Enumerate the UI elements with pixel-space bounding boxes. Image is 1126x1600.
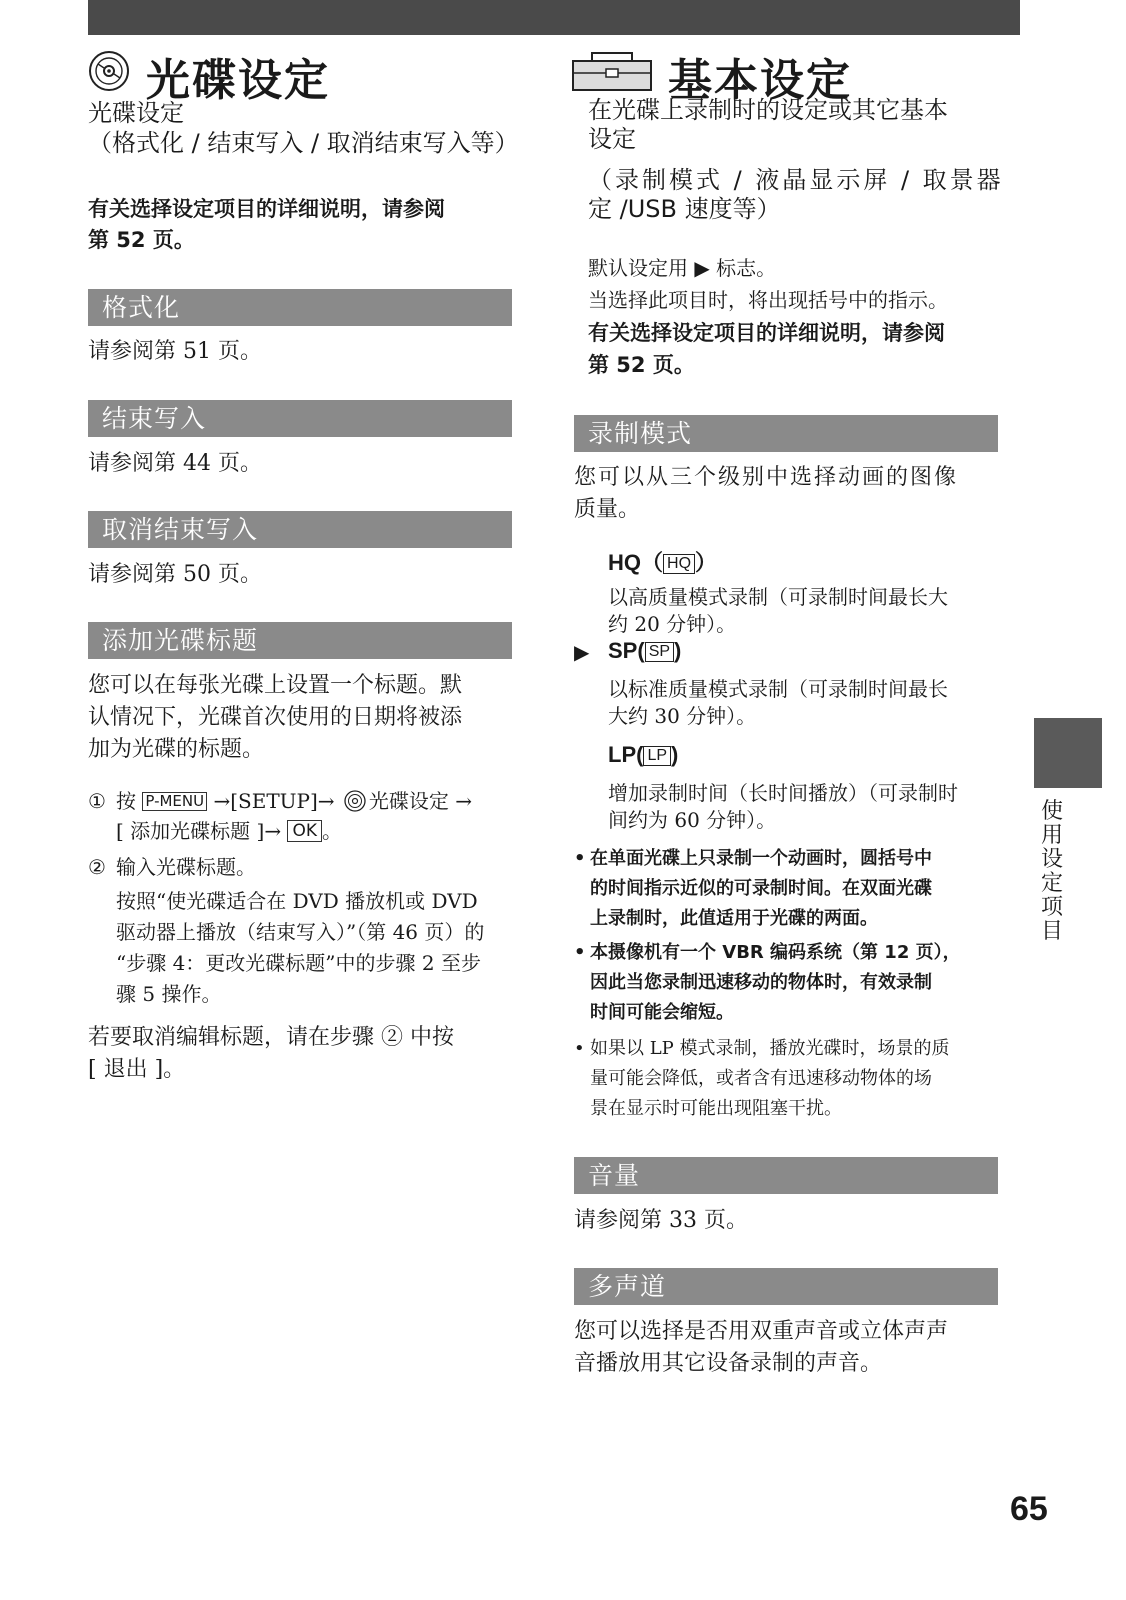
step-1 — [88, 786, 472, 820]
lp-indicator-icon: LP — [643, 746, 671, 766]
default-marker-note: 默认设定用 ▶ 标志。 — [588, 256, 777, 280]
mode-lp-label: LP — [608, 742, 637, 767]
side-tab-char: 项 — [1040, 895, 1063, 920]
disc-icon — [344, 790, 366, 820]
heading-unfinalize: 取消结束写入 — [88, 511, 512, 548]
basic-settings-subtitle-line1: 在光碟上录制时的设定或其它基本 — [588, 96, 948, 124]
step-2-number: ② — [88, 855, 106, 879]
mode-sp-label: SP — [608, 638, 638, 663]
basic-settings-subtitle-line4: 定 /USB 速度等） — [588, 195, 781, 223]
multi-sound-text-line1: 您可以选择是否用双重声音或立体声声 — [574, 1319, 949, 1344]
note-3 — [574, 1034, 950, 1124]
note-2 — [574, 938, 961, 1028]
step-2-detail-line1: 按照“使光碟适合在 DVD 播放机或 DVD — [116, 889, 478, 913]
disc-title-intro-line1: 您可以在每张光碟上设置一个标题。默 — [88, 673, 463, 698]
toolbox-icon — [572, 51, 652, 102]
step-2-detail-line3: “步骤 4：更改光碟标题”中的步骤 2 至步 — [116, 951, 481, 975]
mode-lp-desc-line2: 间约为 60 分钟）。 — [608, 808, 777, 832]
heading-disc-title: 添加光碟标题 — [88, 622, 512, 659]
step-2 — [88, 852, 256, 882]
note-2-line2: 因此当您录制迅速移动的物体时，有效录制 — [590, 972, 932, 993]
note-2-line1: 本摄像机有一个 VBR 编码系统（第 12 页）， — [590, 942, 961, 963]
step-1-continued — [116, 816, 342, 846]
side-tab-char: 设 — [1040, 847, 1063, 872]
step-2-detail-line4: 骤 5 操作。 — [116, 982, 222, 1006]
mode-sp-desc-line2: 大约 30 分钟）。 — [608, 704, 757, 728]
mode-lp-open: ( — [636, 742, 644, 767]
step-2-detail-line2: 驱动器上播放（结束写入）”（第 46 页）的 — [116, 920, 485, 944]
hq-indicator-icon: HQ — [663, 554, 695, 574]
mode-hq-desc-line2: 约 20 分钟）。 — [608, 612, 737, 636]
side-tab-label — [1040, 800, 1064, 944]
reference-note-line1: 有关选择设定项目的详细说明，请参阅 — [588, 321, 945, 345]
bullet: • — [574, 848, 586, 869]
note-3-line2: 量可能会降低，或者含有迅速移动物体的场 — [590, 1068, 932, 1089]
heading-rec-mode: 录制模式 — [574, 415, 998, 452]
finalize-text: 请参阅第 44 页。 — [88, 451, 262, 476]
note-1 — [574, 844, 932, 934]
default-marker-icon: ▶ — [574, 640, 590, 664]
step-1-end: 。 — [321, 819, 342, 843]
disc-settings-subtitle-items: （格式化 / 结束写入 / 取消结束写入等） — [88, 129, 519, 157]
unfinalize-text: 请参阅第 50 页。 — [88, 562, 262, 587]
heading-multi-sound: 多声道 — [574, 1268, 998, 1305]
mode-hq — [608, 546, 717, 577]
page-number: 65 — [1010, 1490, 1048, 1528]
setup-path: →[SETUP]→ — [213, 789, 335, 813]
rec-mode-intro-line2: 质量。 — [574, 497, 641, 522]
bullet: • — [574, 1038, 585, 1059]
note-2-line3: 时间可能会缩短。 — [590, 1002, 734, 1023]
step-1-press: 按 — [116, 789, 136, 813]
volume-text: 请参阅第 33 页。 — [574, 1208, 748, 1233]
top-bar — [88, 0, 1020, 35]
heading-format: 格式化 — [88, 289, 512, 326]
heading-volume: 音量 — [574, 1157, 998, 1194]
bullet: • — [574, 942, 586, 963]
rec-mode-intro-line1: 您可以从三个级别中选择动画的图像 — [574, 465, 959, 490]
mode-sp-close: ) — [674, 638, 682, 663]
cancel-note-line1: 若要取消编辑标题，请在步骤 ② 中按 — [88, 1025, 454, 1050]
side-tab-char: 用 — [1040, 823, 1063, 848]
indicator-note: 当选择此项目时，将出现括号中的指示。 — [588, 288, 948, 312]
note-3-line1: 如果以 LP 模式录制，播放光碟时，场景的质 — [590, 1038, 950, 1059]
mode-lp-desc-line1: 增加录制时间（长时间播放）（可录制时 — [608, 781, 958, 805]
format-text: 请参阅第 51 页。 — [88, 339, 262, 364]
note-3-line3: 景在显示时可能出现阻塞干扰。 — [590, 1098, 842, 1119]
note-1-line1: 在单面光碟上只录制一个动画时，圆括号中 — [590, 848, 932, 869]
step-1-number: ① — [88, 789, 106, 813]
mode-hq-desc-line1: 以高质量模式录制（可录制时间最长大 — [608, 585, 948, 609]
mode-sp — [608, 638, 681, 664]
sp-indicator-icon: SP — [645, 642, 674, 662]
side-tab-char: 定 — [1040, 871, 1063, 896]
mode-hq-open: （ — [641, 550, 664, 575]
disc-title-intro-line3: 加为光碟的标题。 — [88, 737, 265, 762]
side-tab — [1034, 718, 1102, 788]
heading-finalize: 结束写入 — [88, 400, 512, 437]
note-1-line3: 上录制时，此值适用于光碟的两面。 — [590, 908, 878, 929]
mode-hq-label: HQ — [608, 550, 641, 575]
mode-lp — [608, 742, 678, 768]
mode-hq-close: ） — [695, 550, 718, 575]
multi-sound-text-line2: 音播放用其它设备录制的声音。 — [574, 1351, 883, 1376]
add-disc-title-path: [ 添加光碟标题 ]→ — [116, 819, 282, 843]
side-tab-char: 目 — [1040, 919, 1063, 944]
basic-settings-subtitle-line2: 设定 — [588, 125, 636, 153]
mode-lp-close: ) — [671, 742, 679, 767]
mode-sp-desc-line1: 以标准质量模式录制（可录制时间最长 — [608, 677, 948, 701]
disc-settings-menu-path: 光碟设定 → — [368, 789, 473, 813]
basic-settings-subtitle-line3: （录制模式 / 液晶显示屏 / 取景器 — [588, 166, 1004, 194]
side-tab-char: 使 — [1040, 799, 1063, 824]
step-2-text: 输入光碟标题。 — [116, 855, 256, 879]
reference-note-line1: 有关选择设定项目的详细说明，请参阅 — [88, 197, 445, 221]
reference-note-line2: 第 52 页。 — [588, 353, 695, 377]
mode-sp-open: ( — [637, 638, 645, 663]
ok-key: OK — [287, 820, 322, 842]
cancel-note-line2: [ 退出 ]。 — [88, 1057, 186, 1082]
disc-title-intro-line2: 认情况下，光碟首次使用的日期将被添 — [88, 705, 463, 730]
disc-settings-title-text: 光碟设定 — [146, 55, 330, 106]
disc-settings-subtitle: 光碟设定 — [88, 99, 184, 127]
basic-settings-title-text: 基本设定 — [668, 55, 852, 106]
note-1-line2: 的时间指示近似的可录制时间。在双面光碟 — [590, 878, 932, 899]
disc-icon — [88, 50, 130, 103]
reference-note-line2: 第 52 页。 — [88, 228, 195, 252]
p-menu-key: P-MENU — [142, 792, 207, 811]
